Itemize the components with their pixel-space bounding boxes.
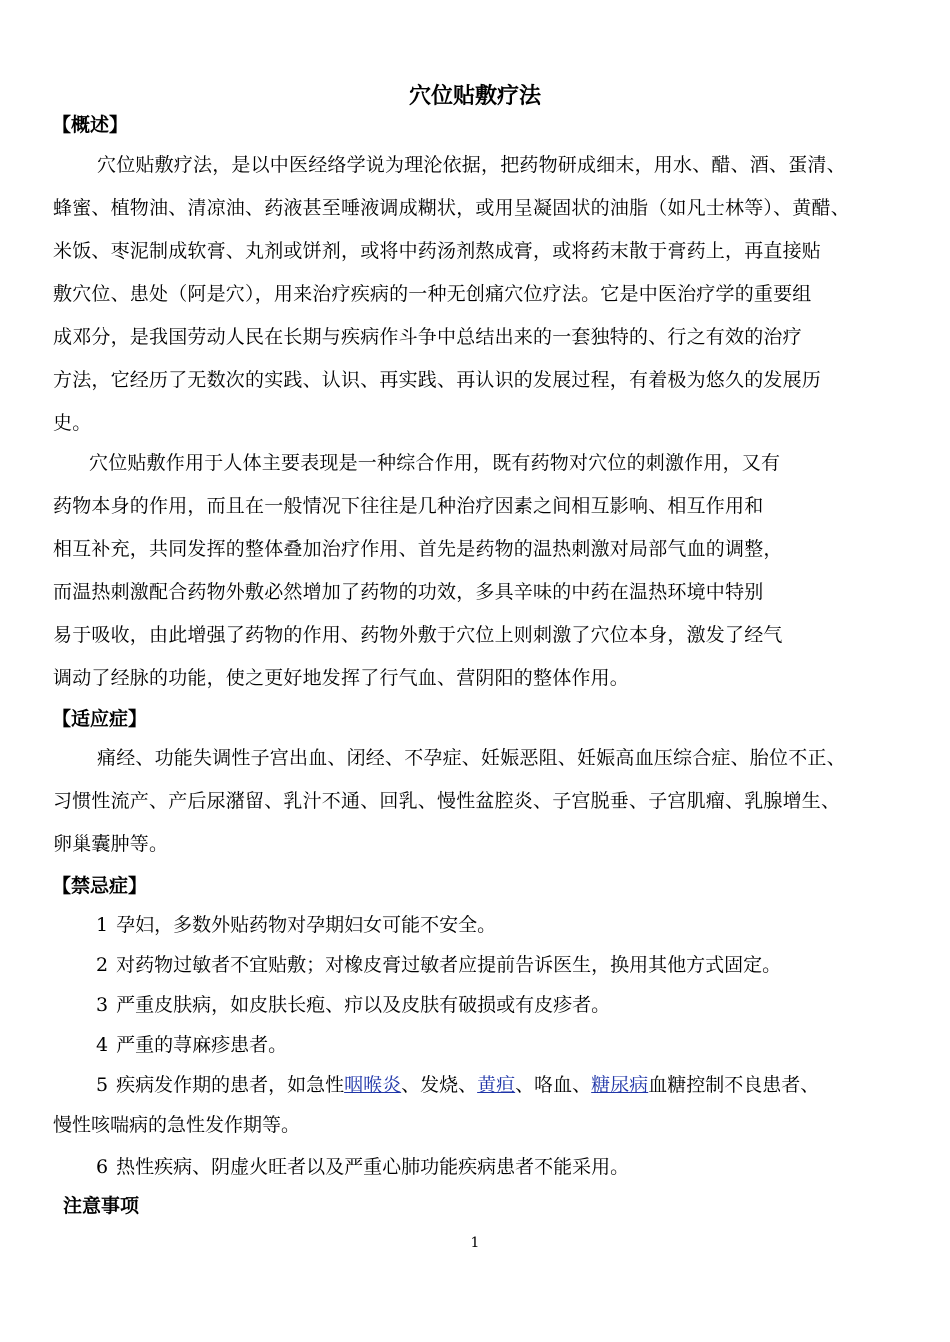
- contraindication-item: [96, 1032, 287, 1058]
- paragraph-line: 方法，它经历了无数次的实践、认识、再实践、再认识的发展过程，有着极为悠久的发展历: [53, 369, 822, 391]
- item-text: 血糖控制不良患者、: [648, 1074, 820, 1096]
- item-number: 3: [96, 994, 109, 1016]
- indications-paragraph: [53, 737, 908, 866]
- diabetes-link[interactable]: 糖尿病: [591, 1074, 649, 1096]
- item-number: 4: [96, 1034, 109, 1056]
- paragraph-line: 蜂蜜、植物油、清凉油、药液甚至唾液调成糊状，或用呈凝固状的油脂（如凡士林等）、黄醋、: [53, 197, 850, 219]
- item-number: 2: [96, 954, 109, 976]
- contraindication-item-5: [96, 1072, 819, 1098]
- contraindication-item: [96, 1154, 629, 1180]
- overview-paragraph-1: [53, 144, 908, 445]
- paragraph-line: 习惯性流产、产后尿潴留、乳汁不通、回乳、慢性盆腔炎、子宫脱垂、子宫肌瘤、乳腺增生、: [53, 790, 841, 812]
- paragraph-line: 易于吸收，由此增强了药物的作用、药物外敷于穴位上则刺激了穴位本身，激发了经气: [53, 624, 783, 646]
- contraindication-item: [96, 912, 496, 938]
- paragraph-line: 敷穴位、患处（阿是穴），用来治疗疾病的一种无创痛穴位疗法。它是中医治疗学的重要组: [53, 283, 812, 305]
- item-number: 1: [96, 914, 109, 936]
- pharyngitis-link[interactable]: 咽喉炎: [344, 1074, 402, 1096]
- overview-paragraph-2: [53, 442, 908, 700]
- paragraph-line: 穴位贴敷作用于人体主要表现是一种综合作用，既有药物对穴位的刺激作用，又有: [89, 452, 781, 474]
- item-text: 对药物过敏者不宜贴敷；对橡皮膏过敏者应提前告诉医生，换用其他方式固定。: [116, 954, 782, 976]
- item-text: 孕妇，多数外贴药物对孕期妇女可能不安全。: [116, 914, 497, 936]
- item-text: 、咯血、: [515, 1074, 592, 1096]
- contraindication-item: [96, 952, 781, 978]
- indications-heading: 【适应症】: [52, 708, 148, 730]
- item-text: 严重皮肤病，如皮肤长疱、疖以及皮肤有破损或有皮疹者。: [116, 994, 611, 1016]
- paragraph-line: 而温热刺激配合药物外敷必然增加了药物的功效，多具辛味的中药在温热环境中特别: [53, 581, 764, 603]
- document-title: 穴位贴敷疗法: [408, 84, 541, 109]
- overview-heading: 【概述】: [52, 114, 129, 136]
- contraindication-item: [96, 992, 610, 1018]
- jaundice-link[interactable]: 黄疸: [477, 1074, 516, 1096]
- paragraph-line: 药物本身的作用，而且在一般情况下往往是几种治疗因素之间相互影响、相互作用和: [53, 495, 764, 517]
- paragraph-line: 米饭、枣泥制成软膏、丸剂或饼剂，或将中药汤剂熬成膏，或将药末散于膏药上，再直接贴: [53, 240, 822, 262]
- item-text: 严重的荨麻疹患者。: [116, 1034, 288, 1056]
- paragraph-line: 卵巢囊肿等。: [53, 833, 169, 855]
- paragraph-line: 穴位贴敷疗法，是以中医经络学说为理沦依据，把药物研成细末，用水、醋、酒、蛋清、: [97, 154, 846, 176]
- item-number: 5: [96, 1074, 109, 1096]
- item-number: 6: [96, 1156, 109, 1178]
- notes-heading: 注意事项: [63, 1195, 140, 1217]
- paragraph-line: 调动了经脉的功能，使之更好地发挥了行气血、营阴阳的整体作用。: [53, 667, 630, 689]
- contraindication-item-5-continuation: 慢性咳喘病的急性发作期等。: [53, 1114, 301, 1136]
- page-number: 1: [470, 1235, 480, 1251]
- contraindications-heading: 【禁忌症】: [52, 875, 148, 897]
- paragraph-line: 成邓分，是我国劳动人民在长期与疾病作斗争中总结出来的一套独特的、行之有效的治疗: [53, 326, 802, 348]
- paragraph-line: 痛经、功能失调性子宫出血、闭经、不孕症、妊娠恶阻、妊娠高血压综合症、胎位不正、: [97, 747, 846, 769]
- paragraph-line: 相互补充，共同发挥的整体叠加治疗作用、首先是药物的温热刺激对局部气血的调整，: [53, 538, 783, 560]
- item-text: 、发烧、: [401, 1074, 478, 1096]
- item-text: 疾病发作期的患者，如急性: [116, 1074, 345, 1096]
- item-text: 热性疾病、阴虚火旺者以及严重心肺功能疾病患者不能采用。: [116, 1156, 630, 1178]
- paragraph-line: 史。: [53, 412, 92, 434]
